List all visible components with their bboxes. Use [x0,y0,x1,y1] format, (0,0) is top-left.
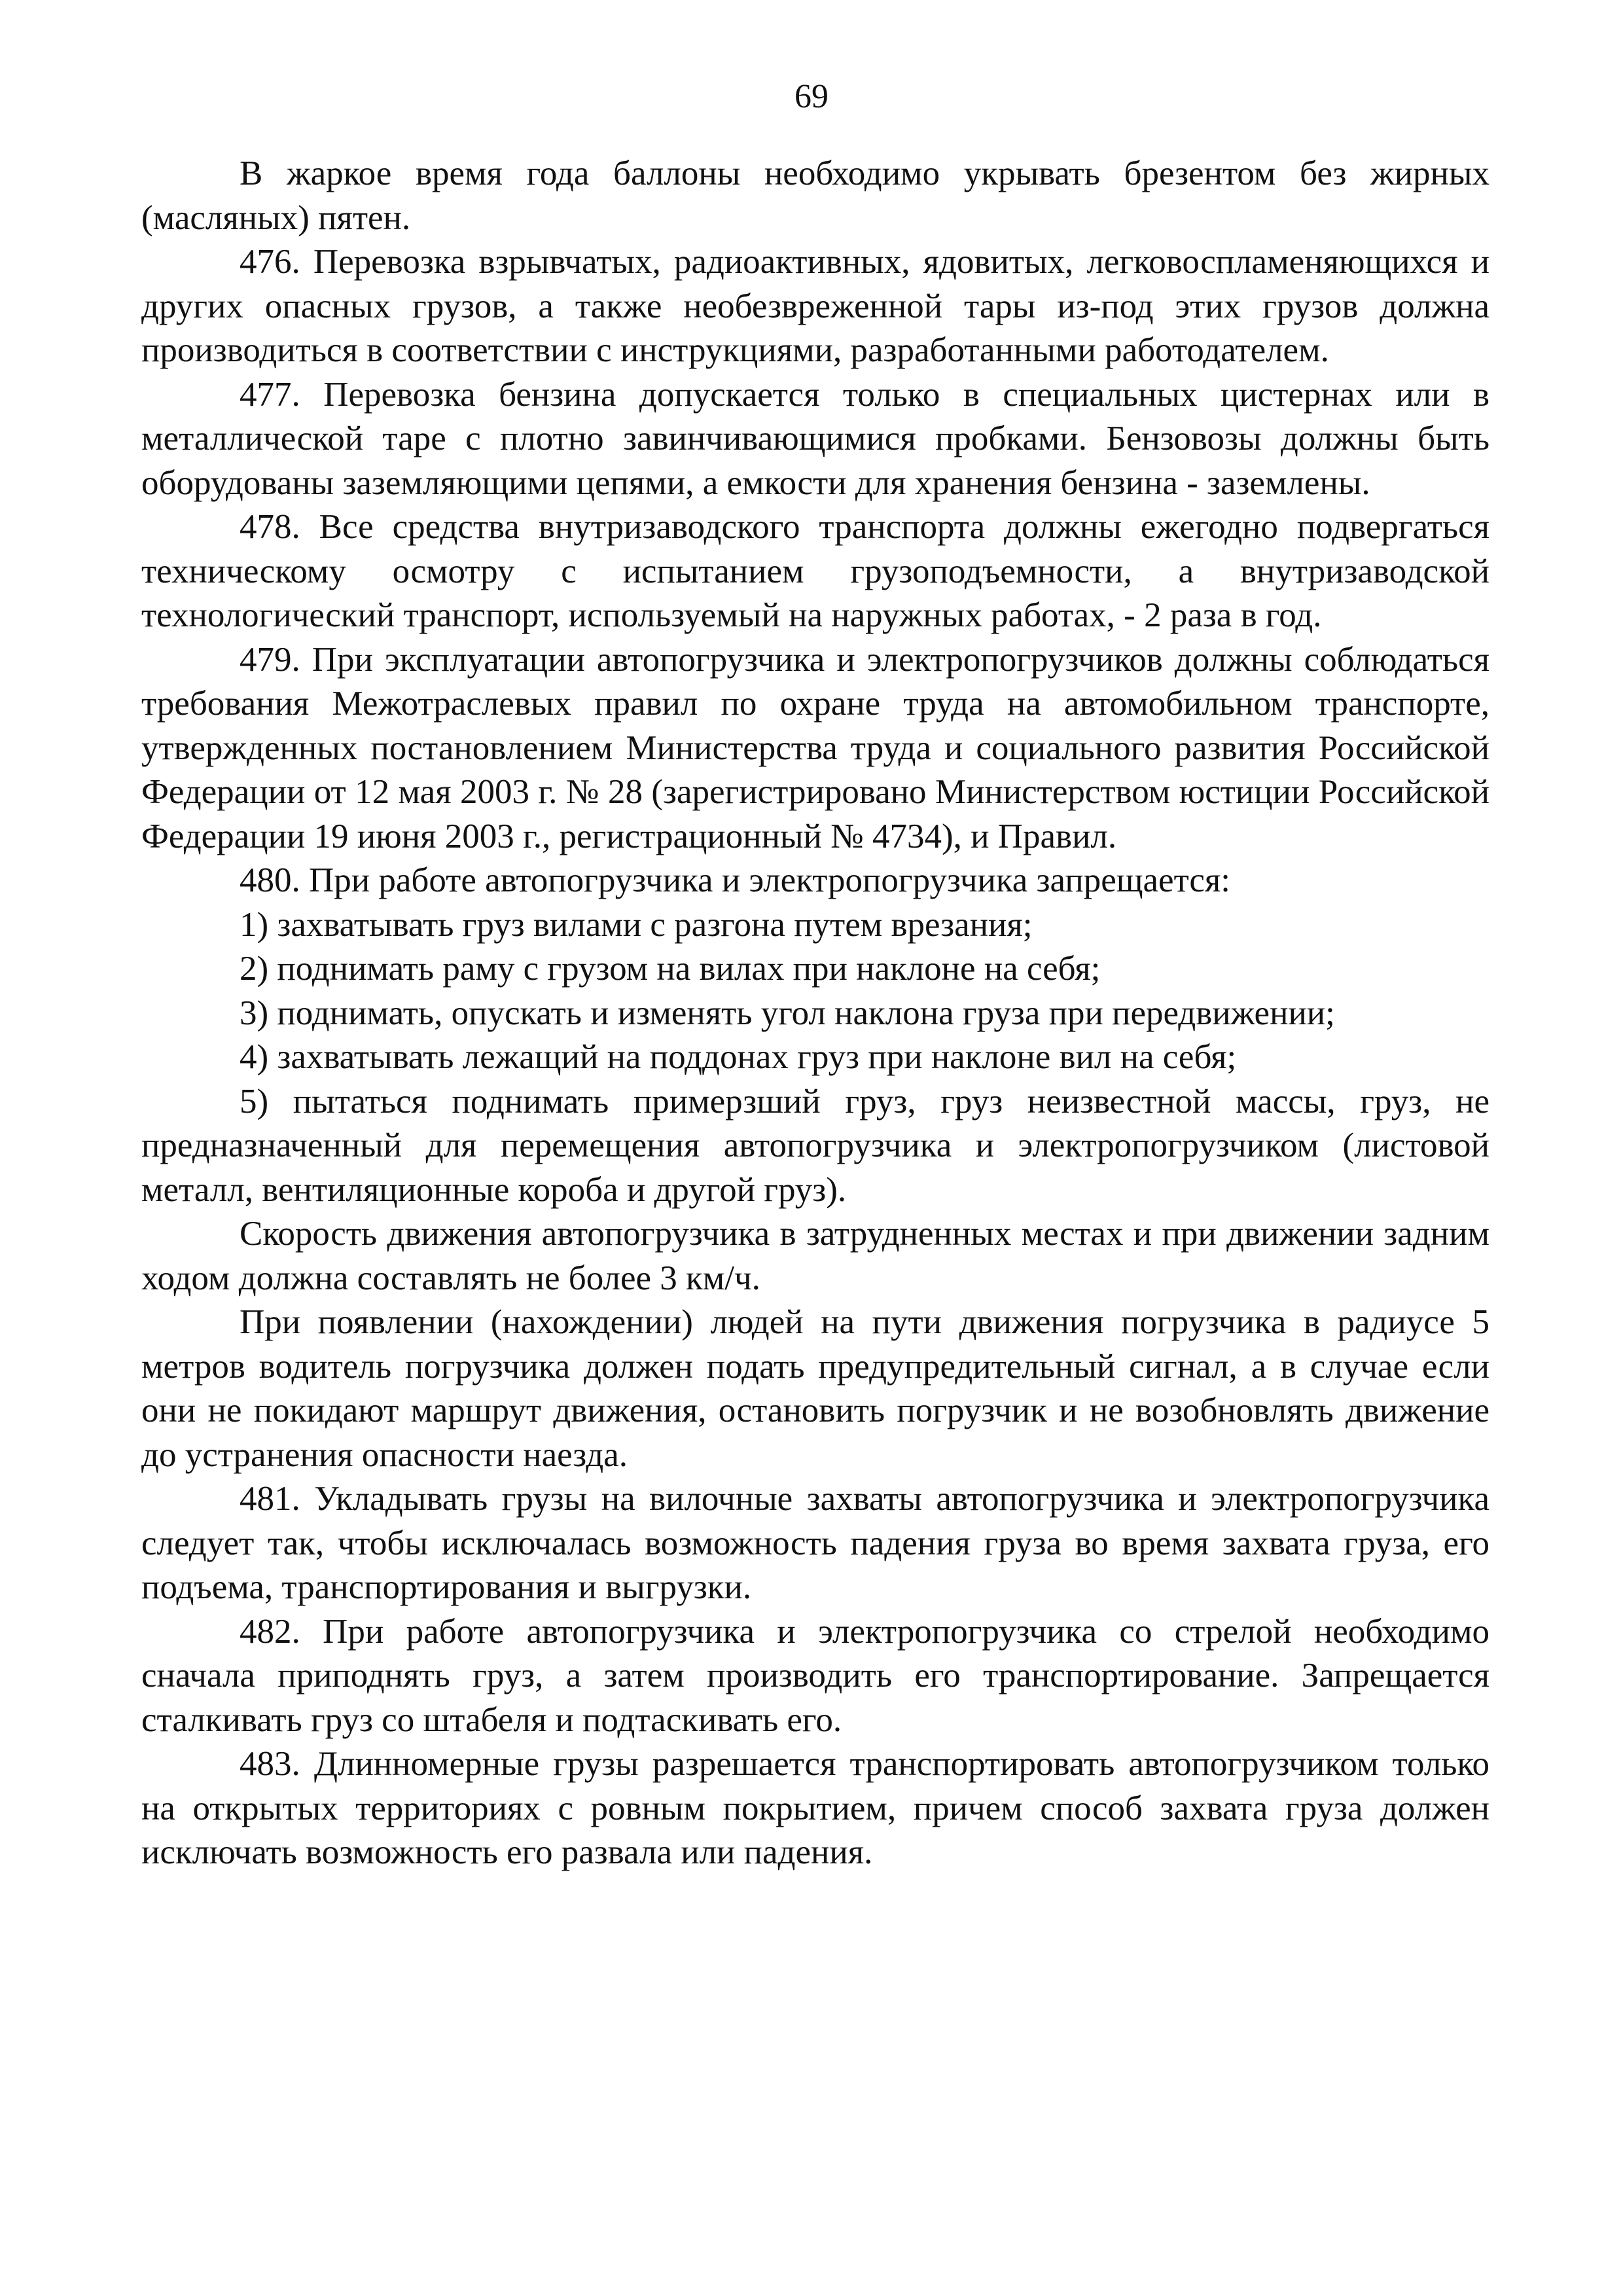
paragraph-476: 476. Перевозка взрывчатых, радиоактивных, ядовитых, легковоспламеняющихся и других опасных грузов, а также необезвреженной тары из-под этих грузов должна производиться в соответствии с инструкциями, разработанными работодателем. [141,243,1489,369]
list-item-480-3: 3) поднимать, опускать и изменять угол наклона груза при передвижении; [240,994,1335,1032]
document-body [141,152,1489,1875]
list-item-480-2: 2) поднимать раму с грузом на вилах при наклоне на себя; [240,950,1101,988]
paragraph-482: 482. При работе автопогрузчика и электропогрузчика со стрелой необходимо сначала приподнять груз, а затем производить его транспортирование. Запрещается сталкивать груз со штабеля и подтаскивать его. [141,1612,1489,1739]
page-number: 69 [794,78,829,115]
list-item-480-4: 4) захватывать лежащий на поддонах груз при наклоне вил на себя; [240,1038,1237,1076]
list-item-480-5: 5) пытаться поднимать примерзший груз, груз неизвестной массы, груз, не предназначенный для перемещения автопогрузчика и электропогрузчиком (листовой металл, вентиляционные короба и другой груз). [141,1082,1489,1209]
paragraph-cylinders-cover: В жаркое время года баллоны необходимо укрывать брезентом без жирных (масляных) пятен. [141,154,1489,237]
paragraph-477: 477. Перевозка бензина допускается только в специальных цистернах или в металлической таре с плотно завинчивающимися пробками. Бензовозы должны быть оборудованы заземляющими цепями, а емкости для хранения бензина - заземлены. [141,375,1489,502]
paragraph-481: 481. Укладывать грузы на вилочные захваты автопогрузчика и электропогрузчика следует так, чтобы исключалась возможность падения груза во время захвата груза, его подъема, транспортирования и выгрузки. [141,1480,1489,1606]
paragraph-478: 478. Все средства внутризаводского транспорта должны ежегодно подвергаться техническому осмотру с испытанием грузоподъемности, а внутризаводской технологический транспорт, используемый на наружных работах, - 2 раза в год. [141,508,1489,634]
paragraph-480: 480. При работе автопогрузчика и электропогрузчика запрещается: [240,861,1231,899]
paragraph-speed-limit: Скорость движения автопогрузчика в затрудненных местах и при движении задним ходом должна составлять не более 3 км/ч. [141,1215,1489,1297]
paragraph-483: 483. Длинномерные грузы разрешается транспортировать автопогрузчиком только на открытых территориях с ровным покрытием, причем способ захвата груза должен исключать возможность его развала или падения. [141,1745,1489,1871]
list-item-480-1: 1) захватывать груз вилами с разгона путем врезания; [240,905,1033,944]
paragraph-people-warning: При появлении (нахождении) людей на пути движения погрузчика в радиусе 5 метров водитель погрузчика должен подать предупредительный сигнал, а в случае если они не покидают маршрут движения, остановить погрузчик и не возобновлять движение до устранения опасности наезда. [141,1303,1489,1474]
paragraph-479: 479. При эксплуатации автопогрузчика и электропогрузчиков должны соблюдаться требования Межотраслевых правил по охране труда на автомобильном транспорте, утвержденных постановлением Министерства труда и социального развития Российской Федерации от 12 мая 2003 г. № 28 (зарегистрировано Министерством юстиции Российской Федерации 19 июня 2003 г., регистрационный № 4734), и Правил. [141,640,1489,855]
